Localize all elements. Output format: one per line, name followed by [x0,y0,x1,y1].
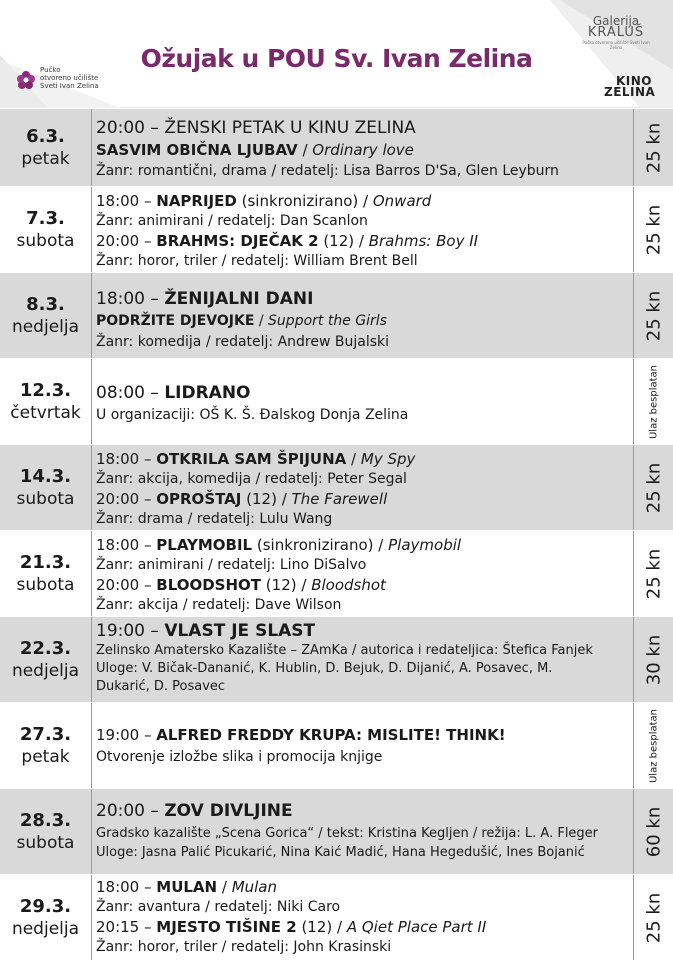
schedule-row [0,788,673,874]
event-day: nedjelja [11,660,80,681]
price-cell [633,187,673,272]
event-cast: Dukarić, D. Posavec [96,679,226,694]
page-title: Ožujak u POU Sv. Ivan Zelina [140,44,533,73]
price-cell [633,445,673,530]
event-heading: 20:00 – ŽENSKI PETAK U KINU ZELINA [96,118,416,138]
schedule-row [0,358,673,444]
price: 25 kn [643,462,664,513]
date-cell [0,445,92,530]
film-title: 18:00 – OTKRILA SAM ŠPIJUNA / My Spy [96,450,416,468]
event-date: 7.3. [26,207,65,229]
film-title: 18:00 – PLAYMOBIL (sinkronizirano) / Playmobil [96,536,462,554]
film-genre: Žanr: akcija, komedija / redatelj: Peter Segal [96,471,407,487]
event-description: U organizaciji: OŠ K. Š. Đalskog Donja Zelina [96,407,409,423]
date-cell [0,703,92,788]
event-cell [96,109,633,186]
price: 25 kn [643,548,664,599]
event-cell [96,187,633,272]
pou-logo-text: Pučko otvoreno učilište Sveti Ivan Zelina [40,66,99,90]
event-date: 21.3. [19,551,72,573]
price: 60 kn [643,806,664,857]
event-description: Zelinsko Amatersko Kazalište – ZAmKa / autorica i redateljica: Štefica Fanjek [96,643,593,658]
date-cell [0,875,92,960]
film-title: 18:00 – NAPRIJED (sinkronizirano) / Onward [96,192,432,210]
film-title: 20:00 – BLOODSHOT (12) / Bloodshot [96,576,386,594]
event-description: Gradsko kazalište „Scena Gorica“ / tekst: Kristina Kegljen / režija: L. A. Fleger [96,826,599,841]
event-date: 14.3. [19,465,72,487]
event-description: Otvorenje izložbe slika i promocija knjige [96,749,383,765]
film-title: SASVIM OBIČNA LJUBAV / Ordinary love [96,141,414,159]
film-title: 20:15 – MJESTO TIŠINE 2 (12) / A Qiet Place Part II [96,918,487,936]
event-date: 29.3. [19,895,72,917]
schedule-row [0,616,673,702]
event-cell [96,617,633,702]
flower-icon [16,70,36,90]
event-day: nedjelja [11,316,80,337]
price: 25 kn [643,290,664,341]
event-date: 6.3. [26,125,65,147]
header [0,0,673,108]
price-cell [633,875,673,960]
price: Ulaz besplatan [648,708,659,783]
event-cell [96,789,633,874]
event-day: subota [16,574,75,595]
schedule-row [0,702,673,788]
date-cell [0,617,92,702]
film-genre: Žanr: horor, triler / redatelj: John Krasinski [96,939,392,955]
price-cell [633,109,673,186]
event-cast: Uloge: V. Bičak-Dananić, K. Hublin, D. Bejuk, D. Dijanić, A. Posavec, M. [96,661,553,676]
event-day: petak [21,746,70,767]
price-cell [633,359,673,444]
price-cell [633,531,673,616]
event-date: 8.3. [26,293,65,315]
event-day: petak [21,148,70,169]
film-title: PODRŽITE DJEVOJKE / Support the Girls [96,313,387,329]
event-day: subota [16,488,75,509]
schedule-row [0,874,673,960]
film-genre: Žanr: drama / redatelj: Lulu Wang [96,511,333,527]
schedule-row [0,530,673,616]
schedule-row [0,186,673,272]
event-date: 27.3. [19,723,72,745]
film-genre: Žanr: avantura / redatelj: Niki Caro [96,899,341,915]
event-day: subota [16,230,75,251]
event-cell [96,531,633,616]
price-cell [633,273,673,358]
event-day: subota [16,832,75,853]
schedule-row [0,444,673,530]
event-cell [96,359,633,444]
schedule-row [0,108,673,186]
price-cell [633,703,673,788]
event-heading: 19:00 – VLAST JE SLAST [96,621,316,641]
film-genre: Žanr: horor, triler / redatelj: William Brent Bell [96,253,418,269]
event-day: nedjelja [11,918,80,939]
film-title: 20:00 – BRAHMS: DJEČAK 2 (12) / Brahms: Boy II [96,232,479,250]
price-cell [633,789,673,874]
event-day: četvrtak [10,402,81,423]
date-cell [0,359,92,444]
date-cell [0,531,92,616]
event-cell [96,273,633,358]
price-cell [633,617,673,702]
date-cell [0,187,92,272]
film-title: 18:00 – MULAN / Mulan [96,878,278,896]
schedule-row [0,272,673,358]
event-heading: 08:00 – LIDRANO [96,383,251,403]
film-genre: Žanr: romantični, drama / redatelj: Lisa Barros D'Sa, Glen Leyburn [96,163,559,179]
event-heading: 18:00 – ŽENIJALNI DANI [96,289,314,309]
price: 30 kn [643,634,664,685]
film-genre: Žanr: komedija / redatelj: Andrew Bujalski [96,334,390,350]
event-cast: Uloge: Jasna Palić Picukarić, Nina Kaić Madić, Hana Hegedušić, Ines Bojanić [96,845,585,860]
event-cell [96,875,633,960]
film-genre: Žanr: animirani / redatelj: Lino DiSalvo [96,557,367,573]
event-cell [96,445,633,530]
date-cell [0,789,92,874]
date-cell [0,273,92,358]
event-date: 22.3. [19,637,72,659]
film-genre: Žanr: animirani / redatelj: Dan Scanlon [96,213,368,229]
price: 25 kn [643,892,664,943]
price: Ulaz besplatan [648,364,659,439]
event-date: 28.3. [19,809,72,831]
price: 25 kn [643,122,664,173]
price: 25 kn [643,204,664,255]
gallery-logo: Galerija KRALUŠ Pučko otvoreno učilište Sveti Ivan Zelina [582,14,650,50]
film-genre: Žanr: akcija / redatelj: Dave Wilson [96,597,342,613]
date-cell [0,109,92,186]
event-heading: 20:00 – ZOV DIVLJINE [96,801,293,821]
film-title: 20:00 – OPROŠTAJ (12) / The Farewell [96,490,388,508]
event-cell [96,703,633,788]
kino-zelina-logo: KINO ZELINA [604,74,656,99]
event-heading: 19:00 – ALFRED FREDDY KRUPA: MISLITE! THINK! [96,726,506,744]
event-date: 12.3. [19,379,72,401]
